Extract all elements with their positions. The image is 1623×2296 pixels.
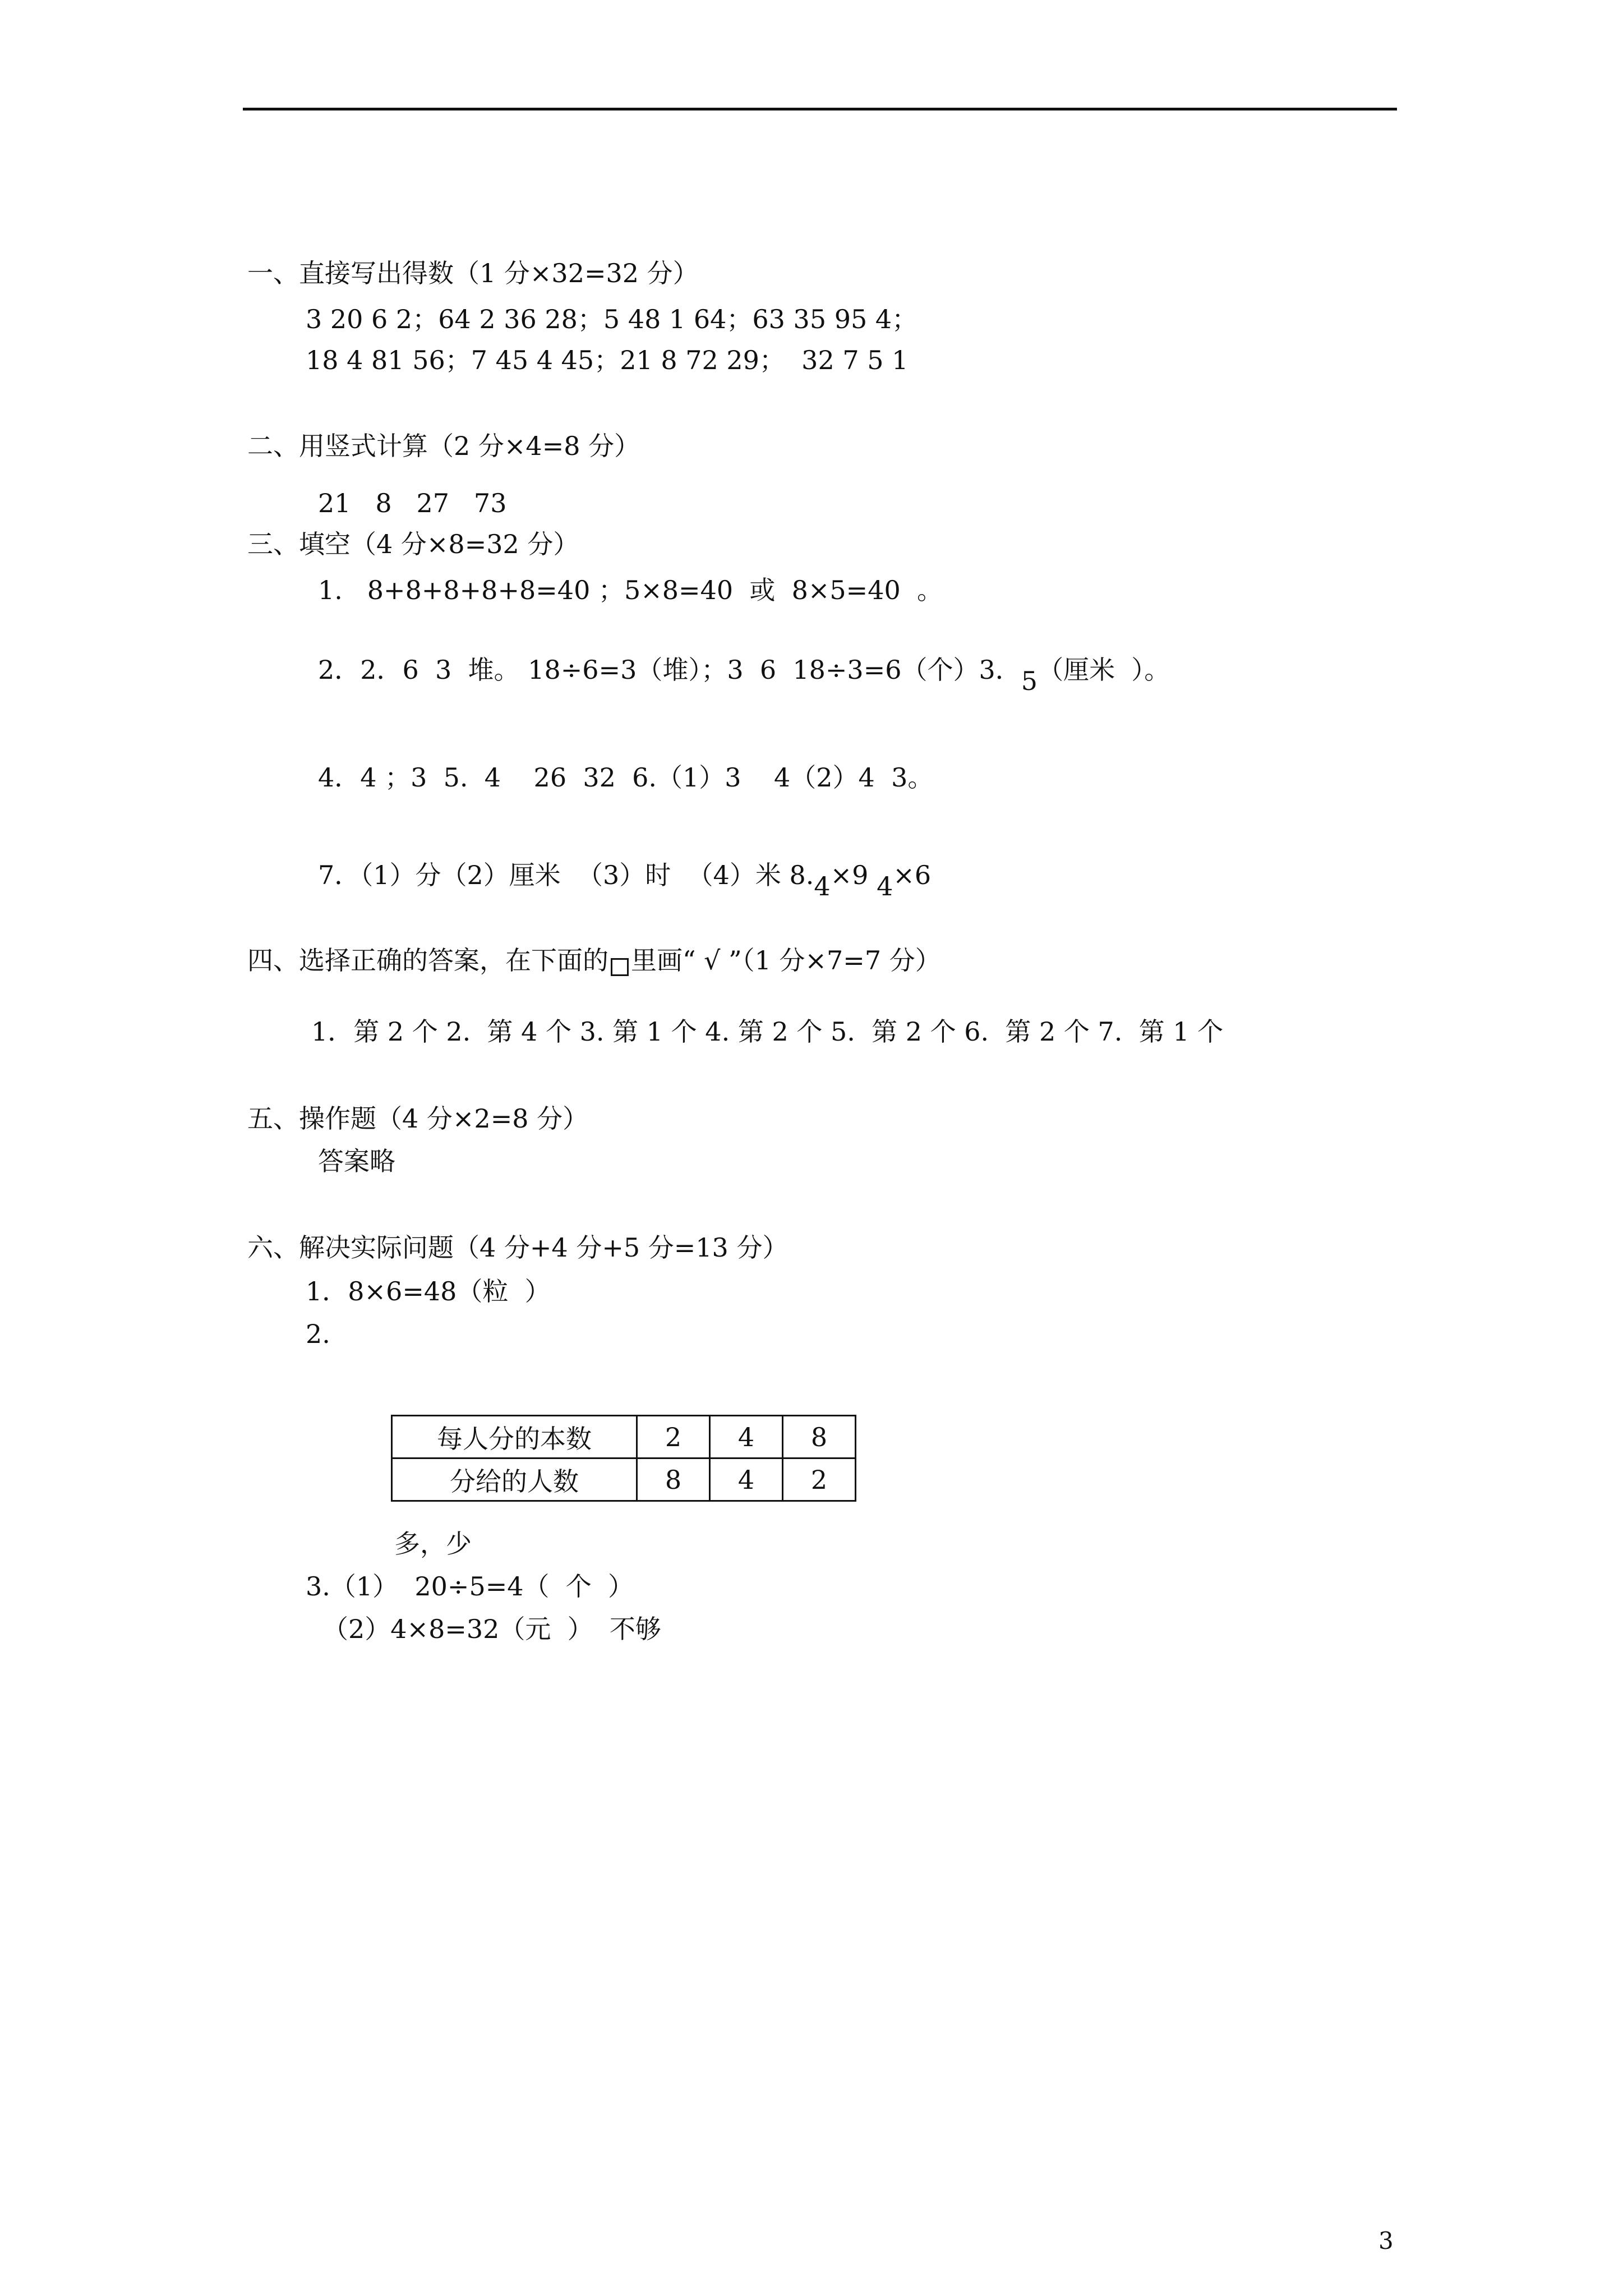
table-row [392, 1458, 856, 1501]
fill-q2-q3: 2．2．6 3 堆。 18÷6=3（堆）；3 6 18÷3=6（个）3．5（厘米 ）。 [318, 655, 1170, 696]
table-cell: 8 [783, 1416, 856, 1458]
fill-q1: 1. 8+8+8+8+8=40 ；5×8=40 或 8×5=40 。 [318, 575, 943, 605]
table-row-header: 分给的人数 [392, 1458, 637, 1501]
section-4-title: 四、选择正确的答案，在下面的 里画“ √ ”（1 分×7=7 分） [247, 945, 941, 976]
header-rule [243, 108, 1397, 111]
checkbox-icon [611, 958, 629, 976]
section-1-row-2: 18 4 81 56；7 45 4 45；21 8 72 29； 32 7 5 1 [306, 345, 909, 375]
problem-1: 1．8×6=48（粒 ） [306, 1276, 551, 1306]
page-number: 3 [1378, 2227, 1394, 2254]
distribution-table [391, 1415, 856, 1502]
section-5-title: 五、操作题（4 分×2=8 分） [247, 1103, 589, 1134]
section-1-row-1: 3 20 6 2；64 2 36 28；5 48 1 64；63 35 95 4； [306, 304, 918, 334]
section-5-answer: 答案略 [318, 1146, 395, 1176]
problem-3-part-1: 3.（1） 20÷5=4（ 个 ） [306, 1571, 634, 1602]
section-4-answers: 1．第 2 个 2. 第 4 个 3. 第 1 个 4. 第 2 个 5. 第 2 个 6. 第 2 个 7. 第 1 个 [311, 1016, 1224, 1047]
fill-q7-q8: 7．（1）分（2）厘米 （3）时 （4）米 8.4×9 4×6 [318, 860, 932, 901]
section-2-answers: 21 8 27 73 [318, 488, 507, 518]
table-cell: 2 [783, 1458, 856, 1501]
section-1-title: 一、直接写出得数（1 分×32=32 分） [247, 258, 699, 288]
table-row [392, 1416, 856, 1458]
problem-2-note: 多，少 [394, 1529, 472, 1559]
problem-3-part-2: （2）4×8=32（元 ） 不够 [322, 1614, 661, 1644]
table-cell: 8 [637, 1458, 710, 1501]
section-2-title: 二、用竖式计算（2 分×4=8 分） [247, 431, 640, 461]
table-row-header: 每人分的本数 [392, 1416, 637, 1458]
table-cell: 4 [710, 1416, 783, 1458]
table-cell: 4 [710, 1458, 783, 1501]
section-3-title: 三、填空（4 分×8=32 分） [247, 529, 579, 559]
section-6-title: 六、解决实际问题（4 分+4 分+5 分=13 分） [247, 1232, 789, 1263]
table-cell: 2 [637, 1416, 710, 1458]
problem-2-label: 2. [306, 1319, 330, 1349]
fill-q4-q6: 4．4 ；3 5. 4 26 32 6.（1）3 4（2）4 3。 [318, 762, 934, 793]
